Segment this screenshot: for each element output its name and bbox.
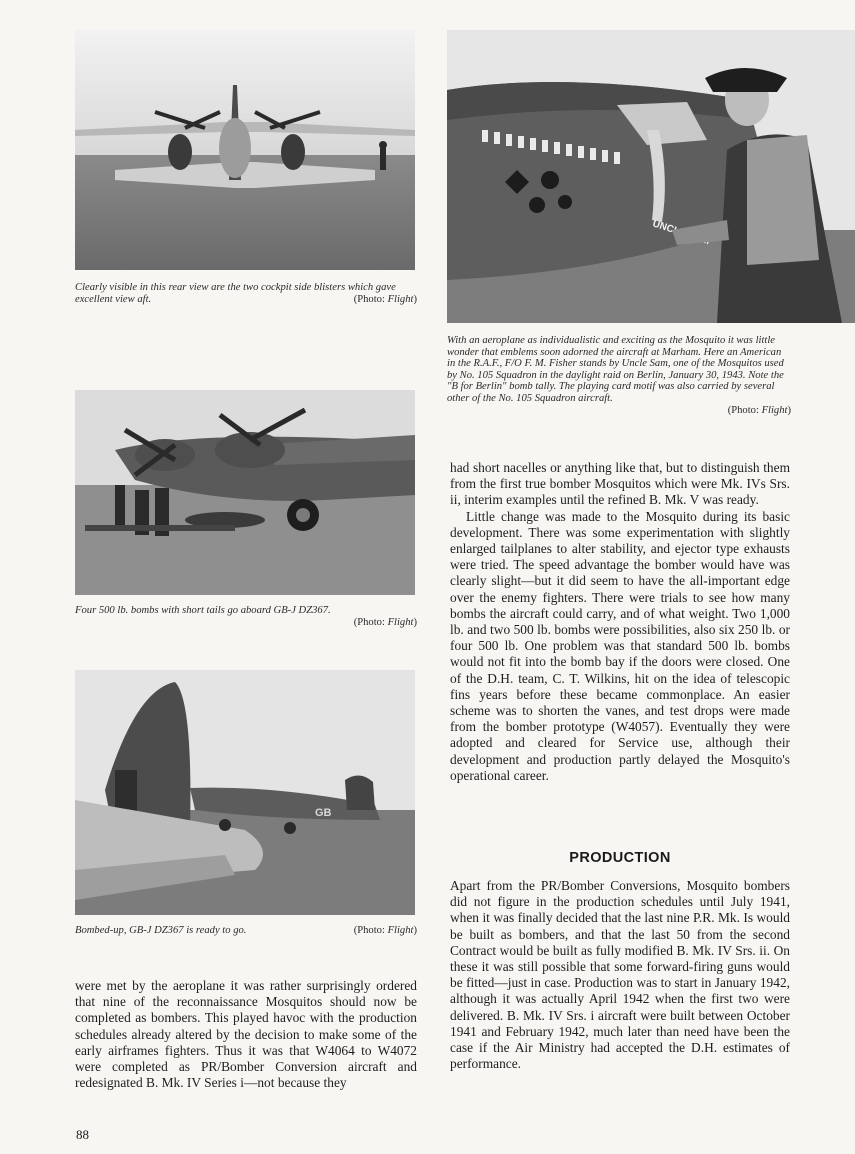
body-right-column-top (450, 460, 790, 784)
caption-bombed-up-credit: (Photo: Flight) (353, 925, 417, 936)
caption-bombs (75, 605, 417, 628)
caption-uncle-sam-text: With an aeroplane as individualistic and exciting as the Mosquito it was little wonder that emblems soon adorned the aircraft at Marham. Here an American in the R.A.F., F/O F. M. Fisher stands by Uncle Sam, one of the Mosquitos used by No. 105 Squadron in the daylight raid on Berlin, January 30, 1943. Note the "B for Berlin" bomb tally. The playing card motif was also carried by several other of the No. 105 Squadron aircraft. (447, 335, 784, 404)
section-heading-production: PRODUCTION (569, 850, 671, 866)
photo-bombs-loading (75, 390, 415, 595)
body-left-column: were met by the aeroplane it was rather surprisingly ordered that nine of the reconnaissance Mosquitos should now be completed as bombers. This played havoc with the production schedules already altered by the decision to make some of the early airframes fighters. Thus it was that W4064 to W4072 were completed as PR/Bomber Conversion aircraft and redesignated B. Mk. IV Series i—not because they (75, 978, 417, 1091)
photo-bombed-up (75, 670, 415, 915)
bomber-code-marking: GB (315, 807, 332, 819)
caption-uncle-sam-credit: (Photo: Flight) (727, 404, 791, 416)
caption-rear-view (75, 282, 417, 305)
caption-bombed-up (75, 925, 417, 937)
page-number: 88 (76, 1127, 89, 1142)
caption-bombs-text: Four 500 lb. bombs with short tails go aboard GB-J DZ367. (75, 605, 331, 616)
photo-uncle-sam (447, 30, 855, 323)
caption-bombed-up-text: Bombed-up, GB-J DZ367 is ready to go. (75, 925, 247, 936)
caption-rear-view-credit: (Photo: Flight) (353, 293, 417, 305)
caption-uncle-sam (447, 335, 791, 416)
caption-rear-view-text: Clearly visible in this rear view are the two cockpit side blisters which gave excellent view aft. (75, 282, 396, 305)
caption-bombs-credit: (Photo: Flight) (353, 616, 417, 628)
photo-rear-view (75, 30, 415, 270)
paragraph-nacelles: had short nacelles or anything like that, but to distinguish them from the first true bomber Mosquitos which were Mk. IVs Srs. ii, interim examples until the refined B. Mk. V was ready. (450, 460, 790, 508)
paragraph-development: Little change was made to the Mosquito during its basic development. There was some experimentation with slightly enlarged tailplanes to alter stability, and ejector type exhausts were tried. The speed advantage the bomber would have was clearly slight—but it did seem to have the all-important edge over the enemy fighters. There were trials to see how many bombs the aircraft could carry, and of what weight. Two 1,000 lb. and two 500 lb. bombs were possibilities, also six 250 lb. or four 500 lb. One problem was that standard 500 lb. bombs would not fit into the bomb bay if the doors were closed. One of the D.H. team, C. T. Wilkins, hit on the idea of telescopic fins years before these became commonplace. An easier scheme was to shorten the vanes, and test drops were made from the bomber prototype (W4057). Eventually they were adopted and cleared for Service use, although their development and production partly delayed the Mosquito's operational career. (450, 508, 790, 783)
uncle-sam-nose-text: UNCLE (651, 218, 688, 240)
body-right-column-production: Apart from the PR/Bomber Conversions, Mosquito bombers did not figure in the production schedules until July 1941, when it was finally decided that the last nine P.R. Mk. Is would be built as bombers, and that the last 50 from the second Contract would be built as fully modified B. Mk. IV Srs. ii. On these it was still possible that some forward-firing guns would be fitted—just in case. Production was to start in January 1942, although it was actually April 1942 when the first two were delivered. B. Mk. IV Srs. i aircraft were built between October 1941 and February 1942, much later than need have been the case if the Air Ministry had accepted the D.H. estimates of performance. (450, 878, 790, 1072)
